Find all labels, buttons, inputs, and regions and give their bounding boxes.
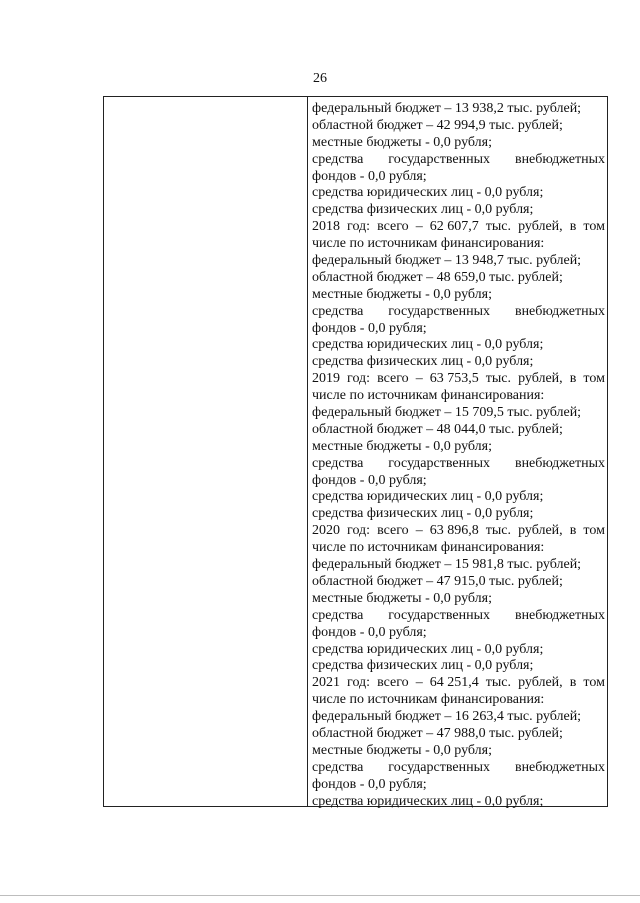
text-word: местные бюджеты - 0,0 рубля;: [312, 286, 492, 302]
text-word: год:: [347, 523, 371, 539]
text-word: средства юридических лиц - 0,0 рубля;: [312, 337, 544, 353]
text-line: [312, 169, 607, 186]
text-line: [312, 557, 607, 574]
table-left-column: [104, 97, 308, 806]
text-word: 63 753,5: [429, 371, 479, 387]
text-word: средства физических лиц - 0,0 рубля;: [312, 202, 534, 218]
text-word: средства физических лиц - 0,0 рубля;: [312, 354, 534, 370]
text-line: [312, 743, 607, 760]
text-line: [312, 473, 607, 490]
text-line: [312, 236, 607, 253]
text-line: [312, 388, 607, 405]
text-line: [312, 253, 607, 270]
text-word: средства юридических лиц - 0,0 рубля;: [312, 185, 544, 201]
text-line: [312, 608, 605, 625]
text-line: [312, 152, 605, 169]
text-line: [312, 675, 605, 692]
text-word: внебюджетных: [514, 303, 605, 319]
text-word: рублей,: [518, 523, 563, 539]
text-word: всего: [377, 523, 409, 539]
text-line: [312, 726, 607, 743]
text-line: [312, 287, 607, 304]
text-word: федеральный бюджет – 13 948,7 тыс. рублей;: [312, 253, 582, 269]
text-word: фондов - 0,0 рубля;: [312, 624, 427, 640]
text-word: тыс.: [485, 371, 512, 387]
text-line: [312, 777, 607, 794]
text-word: федеральный бюджет – 15 981,8 тыс. рублей;: [312, 557, 582, 573]
text-line: [312, 439, 607, 456]
text-word: –: [415, 219, 423, 235]
text-word: –: [415, 371, 423, 387]
text-word: в: [569, 219, 577, 235]
text-line: [312, 354, 607, 371]
text-word: год:: [347, 219, 371, 235]
text-word: средства: [312, 455, 364, 471]
text-word: фондов - 0,0 рубля;: [312, 168, 427, 184]
text-word: федеральный бюджет – 13 938,2 тыс. рублей;: [312, 101, 582, 116]
text-word: государственных: [388, 303, 490, 319]
text-word: фондов - 0,0 рубля;: [312, 776, 427, 792]
text-word: средства: [312, 151, 364, 167]
text-word: местные бюджеты - 0,0 рубля;: [312, 590, 492, 606]
text-word: федеральный бюджет – 16 263,4 тыс. рублей;: [312, 709, 582, 725]
text-word: рублей,: [518, 219, 563, 235]
text-word: местные бюджеты - 0,0 рубля;: [312, 742, 492, 758]
text-line: [312, 185, 607, 202]
text-line: [312, 625, 607, 642]
text-word: том: [583, 523, 605, 539]
text-word: государственных: [388, 151, 490, 167]
text-word: государственных: [388, 607, 490, 623]
text-word: государственных: [388, 455, 490, 471]
text-word: том: [583, 371, 605, 387]
text-word: средства: [312, 303, 364, 319]
text-word: 2019: [312, 371, 340, 387]
text-word: средства физических лиц - 0,0 рубля;: [312, 658, 534, 674]
text-line: [312, 135, 607, 152]
text-word: областной бюджет – 42 994,9 тыс. рублей;: [312, 117, 563, 133]
table-right-column: [312, 101, 607, 810]
text-line: [312, 692, 607, 709]
text-line: [312, 642, 607, 659]
text-word: том: [583, 219, 605, 235]
text-word: всего: [377, 675, 409, 691]
text-line: [312, 794, 607, 811]
text-word: всего: [377, 371, 409, 387]
text-word: том: [583, 675, 605, 691]
text-word: государственных: [388, 759, 490, 775]
text-word: внебюджетных: [514, 151, 605, 167]
text-line: [312, 709, 607, 726]
text-line: [312, 422, 607, 439]
text-word: местные бюджеты - 0,0 рубля;: [312, 438, 492, 454]
text-word: числе по источникам финансирования:: [312, 540, 545, 556]
text-line: [312, 591, 607, 608]
text-line: [312, 760, 605, 777]
text-line: [312, 371, 605, 388]
text-line: [312, 101, 607, 118]
text-line: [312, 304, 605, 321]
text-line: [312, 118, 607, 135]
text-word: 2020: [312, 523, 340, 539]
text-word: в: [569, 523, 577, 539]
text-word: средства физических лиц - 0,0 рубля;: [312, 506, 534, 522]
text-word: тыс.: [485, 675, 512, 691]
text-word: тыс.: [485, 219, 512, 235]
text-word: 63 896,8: [429, 523, 479, 539]
text-line: [312, 506, 607, 523]
text-word: –: [415, 675, 423, 691]
text-word: внебюджетных: [514, 455, 605, 471]
text-word: –: [415, 523, 423, 539]
text-word: рублей,: [518, 371, 563, 387]
text-word: фондов - 0,0 рубля;: [312, 320, 427, 336]
text-word: внебюджетных: [514, 759, 605, 775]
text-word: внебюджетных: [514, 607, 605, 623]
text-line: [312, 540, 607, 557]
text-line: [312, 574, 607, 591]
text-word: областной бюджет – 48 044,0 тыс. рублей;: [312, 421, 563, 437]
text-line: [312, 270, 607, 287]
text-line: [312, 321, 607, 338]
text-word: 2018: [312, 219, 340, 235]
text-word: средства юридических лиц - 0,0 рубля;: [312, 641, 544, 657]
page-bottom-rule: [0, 895, 640, 896]
text-word: год:: [347, 371, 371, 387]
text-word: 64 251,4: [429, 675, 479, 691]
text-word: рублей,: [518, 675, 563, 691]
text-word: областной бюджет – 47 915,0 тыс. рублей;: [312, 573, 563, 589]
text-line: [312, 202, 607, 219]
text-line: [312, 456, 605, 473]
text-line: [312, 405, 607, 422]
text-line: [312, 489, 607, 506]
text-word: в: [569, 371, 577, 387]
text-word: федеральный бюджет – 15 709,5 тыс. рублей;: [312, 405, 582, 421]
text-word: фондов - 0,0 рубля;: [312, 472, 427, 488]
text-word: в: [569, 675, 577, 691]
text-word: средства: [312, 759, 364, 775]
text-word: всего: [377, 219, 409, 235]
text-word: числе по источникам финансирования:: [312, 236, 545, 252]
text-word: 62 607,7: [429, 219, 479, 235]
text-line: [312, 523, 605, 540]
text-word: средства: [312, 607, 364, 623]
text-word: числе по источникам финансирования:: [312, 388, 545, 404]
text-line: [312, 337, 607, 354]
page-number: 26: [313, 71, 327, 86]
text-word: год:: [347, 675, 371, 691]
text-word: областной бюджет – 47 988,0 тыс. рублей;: [312, 725, 563, 741]
text-word: числе по источникам финансирования:: [312, 692, 545, 708]
text-line: [312, 219, 605, 236]
text-word: средства юридических лиц - 0,0 рубля;: [312, 793, 544, 809]
text-word: местные бюджеты - 0,0 рубля;: [312, 134, 492, 150]
text-word: средства юридических лиц - 0,0 рубля;: [312, 489, 544, 505]
document-table: [103, 96, 608, 807]
text-word: 2021: [312, 675, 340, 691]
text-word: областной бюджет – 48 659,0 тыс. рублей;: [312, 269, 563, 285]
text-line: [312, 658, 607, 675]
text-word: тыс.: [485, 523, 512, 539]
